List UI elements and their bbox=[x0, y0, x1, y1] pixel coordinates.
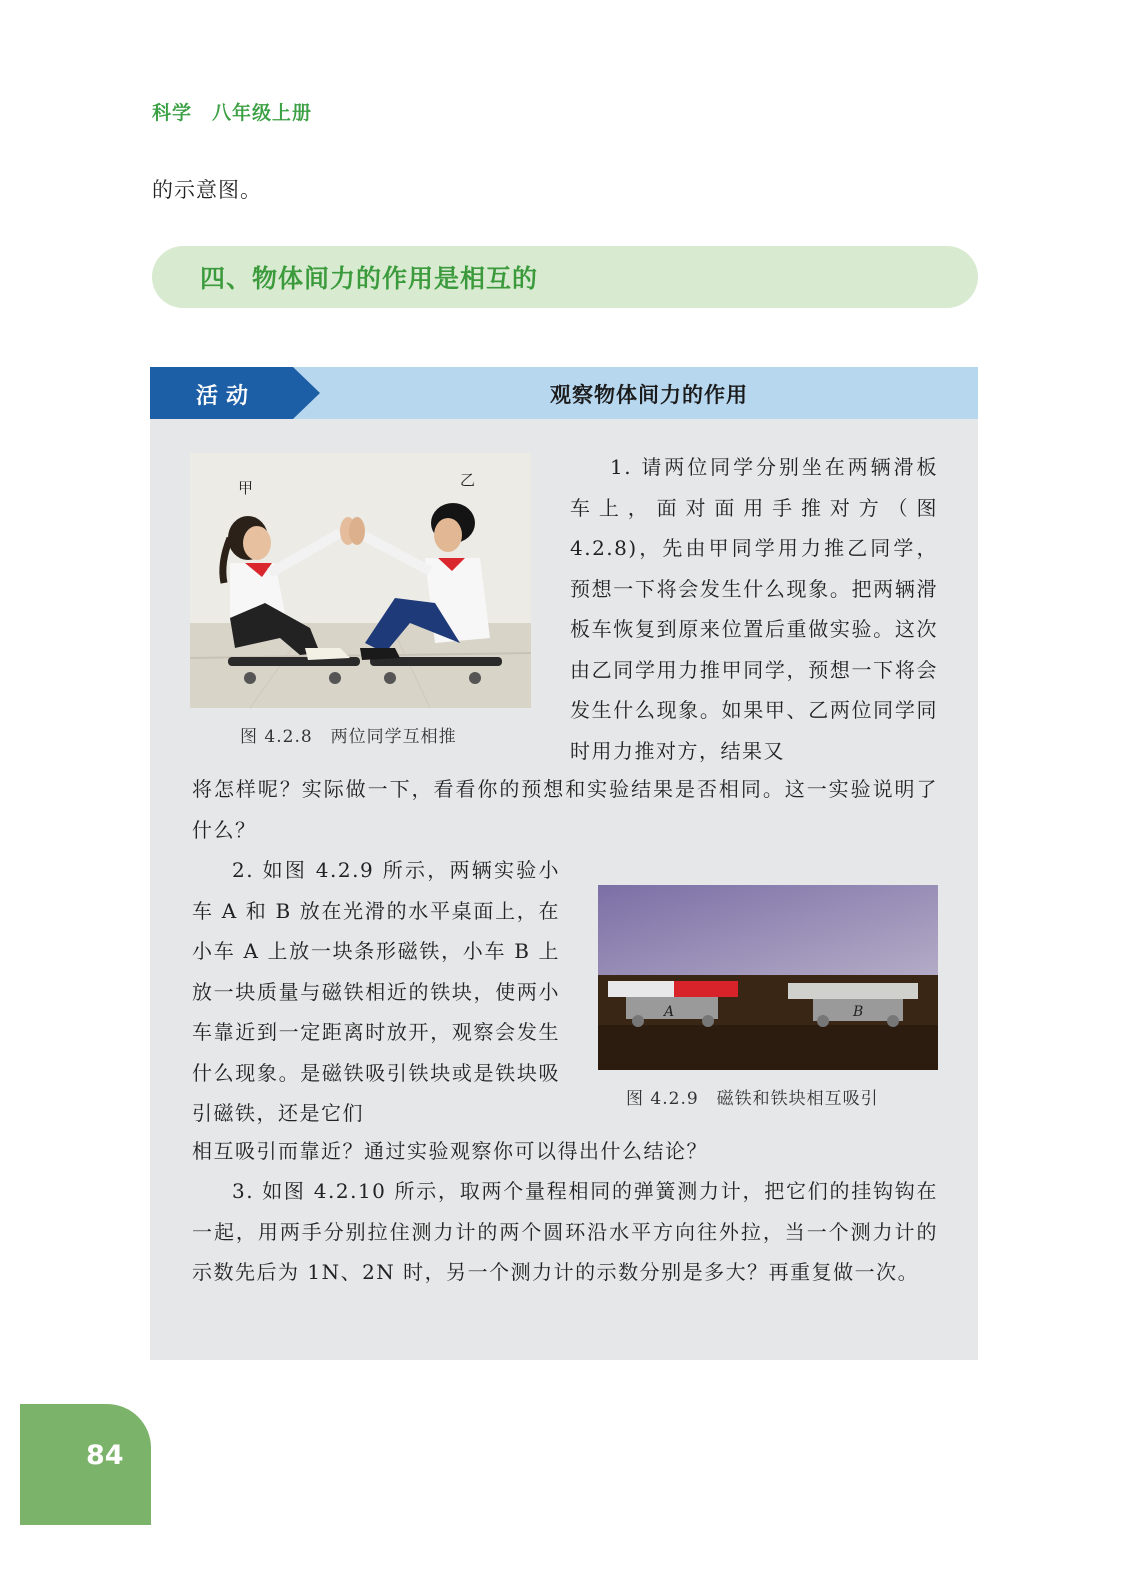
activity-paragraph-3: 3. 如图 4.2.10 所示，取两个量程相同的弹簧测力计，把它们的挂钩钩在一起，用两手分别拉住测力计的两个圆环沿水平方向往外拉，当一个测力计的示数先后为 1N、2N 时，另一个测力计的示数分别是多大？再重复做一次。 bbox=[192, 1179, 938, 1284]
figure-4-2-9-caption: 图 4.2.9 磁铁和铁块相互吸引 bbox=[626, 1089, 879, 1109]
cart-a-label: A bbox=[664, 1004, 675, 1020]
section-banner bbox=[152, 246, 978, 308]
activity-paragraph-1-continued: 将怎样呢？实际做一下，看看你的预想和实验结果是否相同。这一实验说明了什么？ bbox=[192, 777, 938, 842]
cart-b-label: B bbox=[853, 1004, 864, 1020]
header-subject: 科学 bbox=[152, 102, 193, 124]
two-students-pushing-illustration bbox=[190, 453, 531, 708]
activity-paragraph-2-continued: 相互吸引而靠近？通过实验观察你可以得出什么结论？ bbox=[192, 1139, 708, 1163]
running-header bbox=[152, 98, 312, 125]
activity-title: 观察物体间力的作用 bbox=[550, 383, 748, 407]
activity-box bbox=[150, 367, 978, 1360]
activity-tag-label: 活动 bbox=[196, 384, 257, 409]
label-yi: 乙 bbox=[460, 471, 476, 489]
figure-4-2-9-photo bbox=[598, 885, 938, 1070]
figure-4-2-8-photo bbox=[190, 453, 531, 708]
intro-line: 的示意图。 bbox=[152, 178, 262, 202]
activity-header-bar bbox=[150, 367, 978, 419]
activity-paragraph-2: 2. 如图 4.2.9 所示，两辆实验小车 A 和 B 放在光滑的水平桌面上，在小车 A 上放一块条形磁铁，小车 B 上放一块质量与磁铁相近的铁块，使两小车靠近到一定距离时放开，观察会发生什么现象。是磁铁吸引铁块或是铁块吸引磁铁，还是它们 bbox=[192, 858, 560, 1125]
page-number: 84 bbox=[86, 1440, 124, 1471]
page-number-tab bbox=[20, 1404, 151, 1525]
figure-4-2-8-caption: 图 4.2.8 两位同学互相推 bbox=[240, 727, 457, 747]
magnet-and-iron-carts-illustration bbox=[598, 885, 938, 1070]
label-jia: 甲 bbox=[238, 479, 254, 497]
header-grade: 八年级上册 bbox=[212, 102, 313, 124]
section-title: 四、物体间力的作用是相互的 bbox=[200, 264, 539, 293]
activity-paragraph-1: 1. 请两位同学分别坐在两辆滑板车上，面对面用手推对方（图4.2.8)，先由甲同学用力推乙同学，预想一下将会发生什么现象。把两辆滑板车恢复到原来位置后重做实验。这次由乙同学用力推甲同学，预想一下将会发生什么现象。如果甲、乙两位同学同时用力推对方，结果又 bbox=[570, 455, 938, 763]
